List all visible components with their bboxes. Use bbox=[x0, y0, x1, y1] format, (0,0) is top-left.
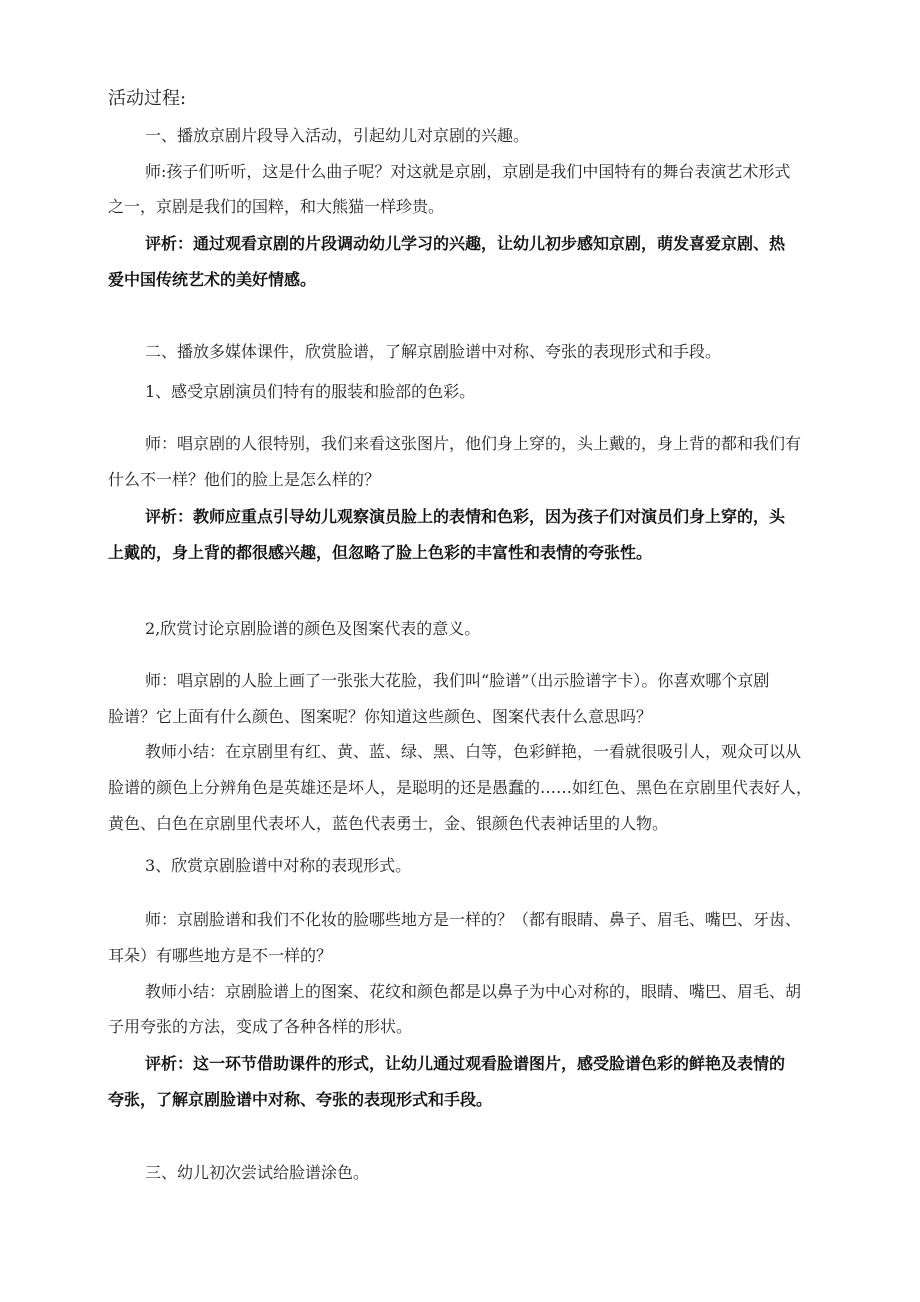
paragraph-line: 子用夸张的方法，变成了各种各样的形状。 bbox=[108, 1017, 413, 1036]
paragraph-line: 之一，京剧是我们的国粹，和大熊猫一样珍贵。 bbox=[108, 197, 445, 216]
commentary-line: 上戴的，身上背的都很感兴趣，但忽略了脸上色彩的丰富性和表情的夸张性。 bbox=[108, 543, 653, 562]
paragraph-line: 1、感受京剧演员们特有的服装和脸部的色彩。 bbox=[145, 382, 476, 401]
commentary-line: 评析：教师应重点引导幼儿观察演员脸上的表情和色彩，因为孩子们对演员们身上穿的，头 bbox=[145, 507, 786, 526]
paragraph-line: 脸谱？它上面有什么颜色、图案呢？你知道这些颜色、图案代表什么意思吗？ bbox=[108, 707, 653, 726]
commentary-line: 评析：通过观看京剧的片段调动幼儿学习的兴趣，让幼儿初步感知京剧，萌发喜爱京剧、热 bbox=[145, 234, 786, 253]
section-heading: 活动过程: bbox=[108, 88, 187, 109]
paragraph-line: 师：唱京剧的人很特别，我们来看这张图片，他们身上穿的，头上戴的，身上背的都和我们有 bbox=[145, 434, 802, 453]
paragraph-line: 什么不一样？他们的脸上是怎么样的？ bbox=[108, 470, 381, 489]
paragraph-line: 师：京剧脸谱和我们不化妆的脸哪些地方是一样的？（都有眼睛、鼻子、眉毛、嘴巴、牙齿、 bbox=[145, 910, 802, 929]
paragraph-line: 脸谱的颜色上分辨角色是英雄还是坏人，是聪明的还是愚蠢的……如红色、黑色在京剧里代表好人， bbox=[108, 778, 813, 797]
paragraph-line: 黄色、白色在京剧里代表坏人，蓝色代表勇士，金、银颜色代表神话里的人物。 bbox=[108, 814, 669, 833]
paragraph-line: 一、播放京剧片段导入活动，引起幼儿对京剧的兴趣。 bbox=[145, 126, 530, 145]
paragraph-line: 耳朵）有哪些地方是不一样的？ bbox=[108, 946, 333, 965]
paragraph-line: 教师小结：京剧脸谱上的图案、花纹和颜色都是以鼻子为中心对称的，眼睛、嘴巴、眉毛、胡 bbox=[145, 982, 802, 1001]
paragraph-line: 二、播放多媒体课件，欣赏脸谱，了解京剧脸谱中对称、夸张的表现形式和手段。 bbox=[145, 342, 722, 361]
paragraph-line: 教师小结：在京剧里有红、黄、蓝、绿、黑、白等，色彩鲜艳，一看就很吸引人，观众可以从 bbox=[145, 742, 802, 761]
commentary-line: 夸张，了解京剧脸谱中对称、夸张的表现形式和手段。 bbox=[108, 1090, 493, 1109]
commentary-line: 评析：这一环节借助课件的形式，让幼儿通过观看脸谱图片，感受脸谱色彩的鲜艳及表情的 bbox=[145, 1054, 786, 1073]
commentary-line: 爱中国传统艺术的美好情感。 bbox=[108, 270, 317, 289]
paragraph-line: 师:孩子们听听，这是什么曲子呢？对这就是京剧，京剧是我们中国特有的舞台表演艺术形式 bbox=[145, 162, 791, 181]
paragraph-line: 师：唱京剧的人脸上画了一张张大花脸，我们叫“脸谱”（出示脸谱字卡）。你喜欢哪个京剧 bbox=[145, 671, 770, 690]
paragraph-line: 3、欣赏京剧脸谱中对称的表现形式。 bbox=[145, 856, 412, 875]
paragraph-line: 2,欣赏讨论京剧脸谱的颜色及图案代表的意义。 bbox=[145, 619, 481, 638]
paragraph-line: 三、幼儿初次尝试给脸谱涂色。 bbox=[145, 1163, 370, 1182]
